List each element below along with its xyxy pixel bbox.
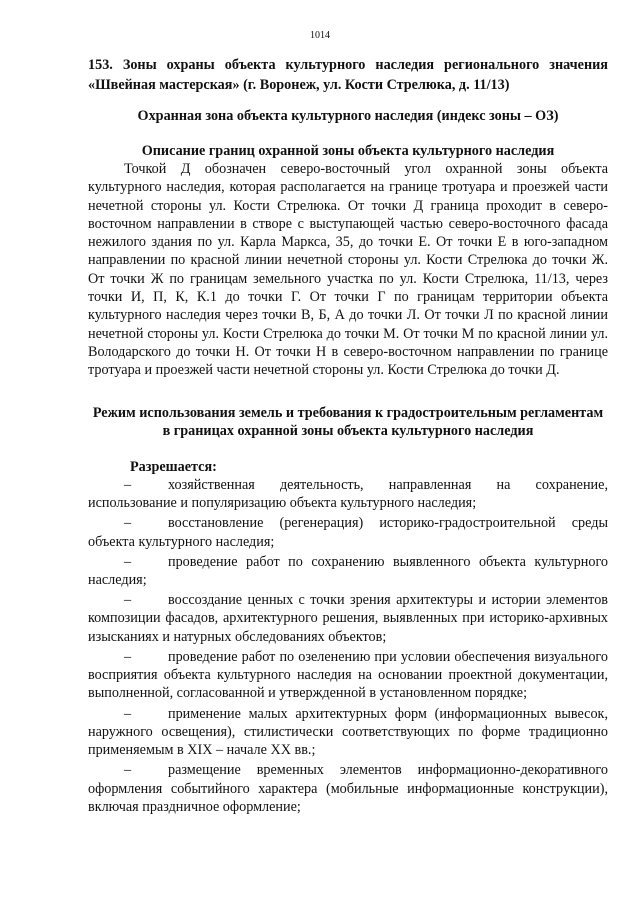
dash-marker: – [124, 762, 132, 779]
dash-marker: – [124, 553, 132, 570]
page-number: 1014 [310, 30, 330, 41]
boundary-description-text: Точкой Д обозначен северо-восточный угол охранной зоны объекта культурного наследия, которая располагается на границе тротуара и проезжей части нечетной стороны ул. Кости Стрелюка. От точки Д граница проходит в северо-восточном направлении в створе с выступающей частью северо-восточного фасада нежилого здания по ул. Карла Маркса, 35, до точки Е. От точки Е в юго-западном направлении по красной линии нечетной стороны ул. Кости Стрелюка до точки Ж. От точки Ж по границам земельного участка по ул. Кости Стрелюка, 11/13, через точки И, П, К, К.1 до точки Г. От точки Г по границам территории объекта культурного наследия через точки В, Б, А до точки Л. От точки Л по красной линии нечетной стороны ул. Кости Стрелюка до точки М. От точки М по красной линии ул. Володарского до точки Н. От точки Н в северо-восточном направлении по границе тротуара и проезжей части нечетной стороны ул. Кости Стрелюка до точки Д. [88, 161, 608, 379]
document-title: 153. Зоны охраны объекта культурного наследия регионального значения «Швейная мастерская» (г. Воронеж, ул. Кости Стрелюка, д. 11/13) [88, 57, 608, 93]
dash-marker: – [124, 592, 132, 609]
list-item [88, 591, 608, 646]
boundary-description-heading: Описание границ охранной зоны объекта культурного наследия [141, 143, 555, 159]
list-item [88, 553, 608, 590]
list-item-text: восстановление (регенерация) историко-градостроительной среды объекта культурного наследия; [88, 515, 608, 550]
dash-marker: – [124, 705, 132, 722]
list-item [88, 705, 608, 760]
allowed-list [88, 476, 608, 818]
list-item-text: воссоздание ценных с точки зрения архитектуры и истории элементов композиции фасадов, архитектурного решения, выявленных при историко-архивных изысканиях и натурных обследованиях объектов; [88, 592, 608, 645]
list-item-text: хозяйственная деятельность, направленная на сохранение, использование и популяризацию объекта культурного наследия; [88, 477, 608, 512]
dash-marker: – [124, 648, 132, 665]
allowed-label: Разрешается: [130, 459, 217, 475]
list-item-text: проведение работ по озеленению при условии обеспечения визуального восприятия объекта культурного наследия на основании проектной документации, выполненной, согласованной и утвержденной в установленном порядке; [88, 648, 608, 702]
regime-heading: Режим использования земель и требования к градостроительным регламентам в границах охранной зоны объекта культурного наследия [92, 405, 604, 439]
dash-marker: – [124, 515, 132, 532]
list-item-text: проведение работ по сохранению выявленного объекта культурного наследия; [88, 553, 608, 589]
dash-marker: – [124, 477, 132, 493]
list-item [88, 648, 608, 703]
list-item [88, 476, 608, 513]
list-item-text: размещение временных элементов информационно-декоративного оформления событийного характера (мобильные информационные конструкции), включая праздничное оформление; [88, 762, 608, 815]
list-item-text: применение малых архитектурных форм (информационных вывесок, наружного освещения), стилистически соответствующих по форме традиционно применяемым в XIX – начале XX вв.; [88, 705, 608, 759]
zone-heading: Охранная зона объекта культурного наследия (индекс зоны – ОЗ) [137, 108, 559, 124]
list-item [88, 514, 608, 551]
list-item [88, 761, 608, 816]
